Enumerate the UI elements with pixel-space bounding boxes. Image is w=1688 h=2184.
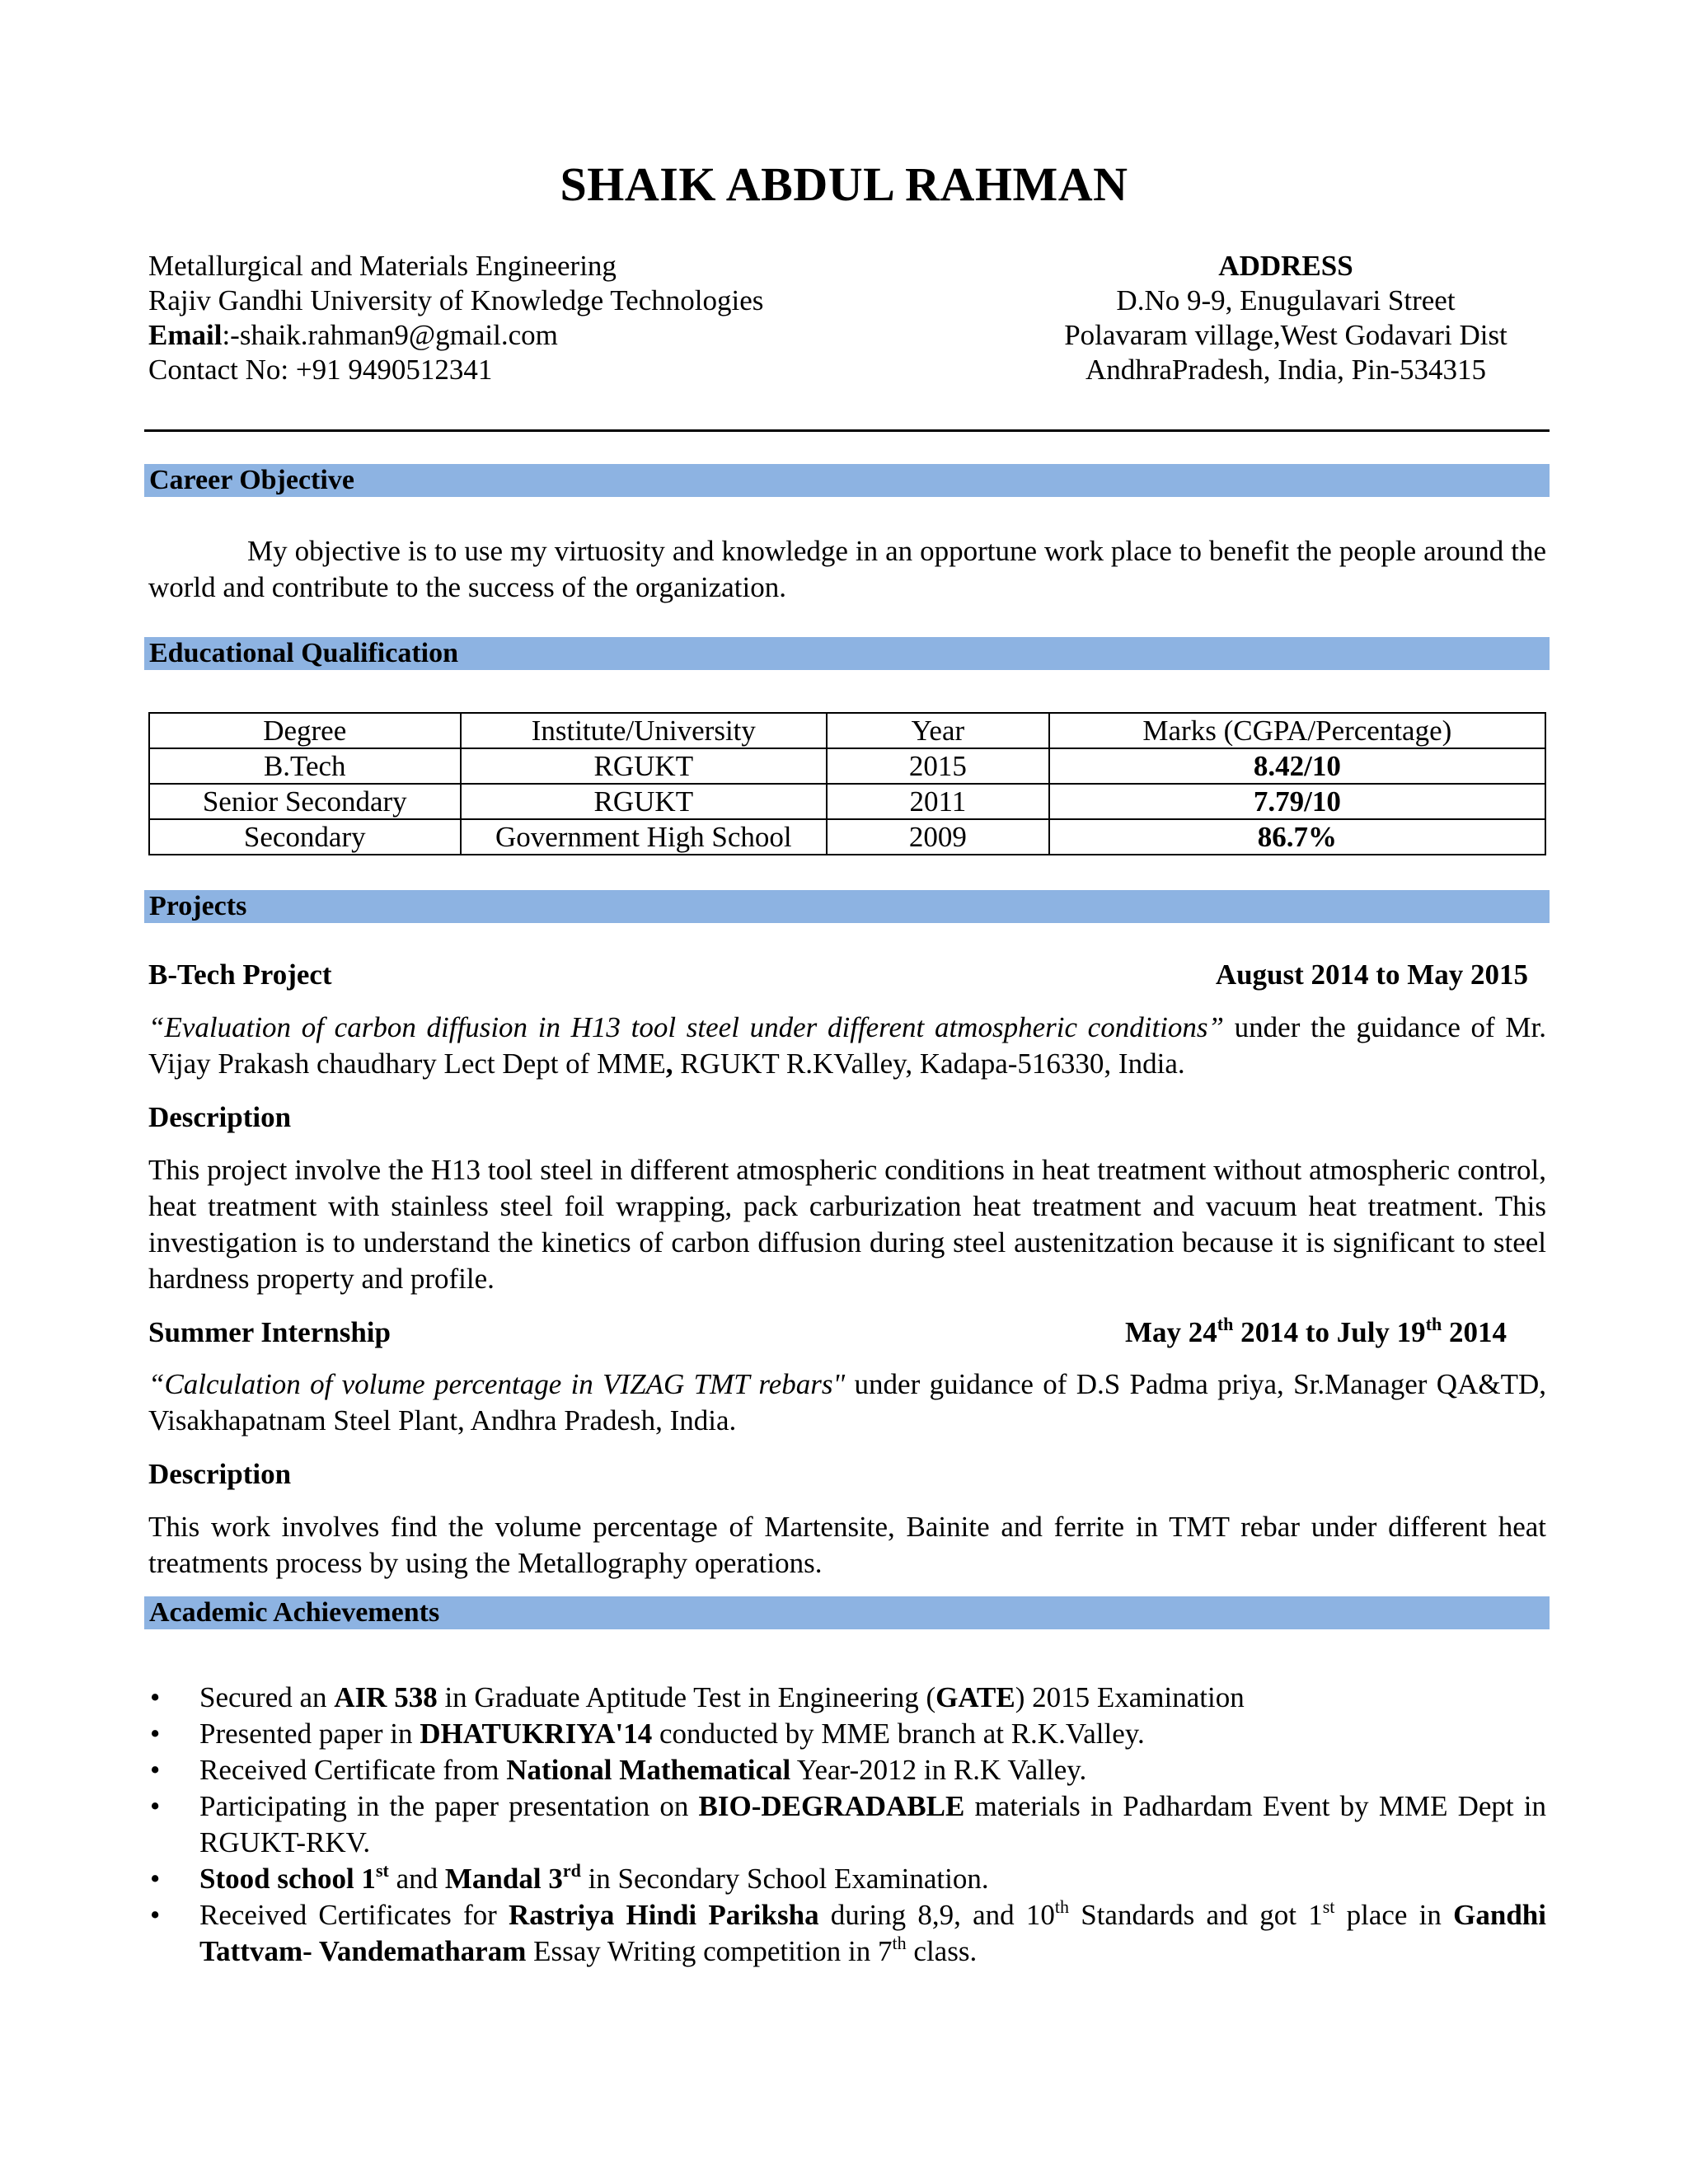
- career-objective-text: My objective is to use my virtuosity and knowledge in an opportune work place to benefit the people around the world and contribute to the success of the organization.: [148, 535, 1546, 603]
- list-item: • Received Certificate from National Mathematical Year-2012 in R.K Valley.: [150, 1754, 1087, 1786]
- column-header: Degree: [149, 713, 461, 748]
- btech-description-heading: Description: [148, 1101, 292, 1133]
- address-line-2: Polavaram village,West Godavari Dist: [1064, 319, 1507, 351]
- list-item: • Stood school 1st and Mandal 3rd in Secondary School Examination.: [150, 1860, 989, 1895]
- summer-description-text: This work involves find the volume percentage of Martensite, Bainite and ferrite in TMT rebar under different heat treatments process by using the Metallography operations.: [148, 1511, 1546, 1579]
- summer-internship-title: Summer Internship: [148, 1316, 391, 1348]
- address-block: [1022, 249, 1550, 387]
- address-line-3: AndhraPradesh, India, Pin-534315: [1085, 354, 1487, 386]
- section-header-achievements: Academic Achievements: [144, 1596, 1550, 1629]
- list-item: • Participating in the paper presentation on BIO-DEGRADABLE materials in Padhardam Event by MME Dept in RGUKT-RKV.: [150, 1790, 1547, 1858]
- email-label: Email: [148, 319, 223, 351]
- header-divider: [144, 429, 1550, 432]
- table-cell: 7.79/10: [1049, 784, 1545, 819]
- table-cell: Government High School: [461, 819, 828, 855]
- table-header-row: [149, 713, 1545, 748]
- btech-project-topic: “Evaluation of carbon diffusion in H13 tool steel under different atmospheric conditions” under the guidance of Mr. Vijay Prakash chaudhary Lect Dept of MME, RGUKT R.KValley, Kadapa-516330, India.: [148, 1011, 1546, 1080]
- list-item: • Secured an AIR 538 in Graduate Aptitude Test in Engineering (GATE) 2015 Examination: [150, 1681, 1245, 1713]
- summer-internship-heading: [148, 1315, 1546, 1351]
- table-cell: B.Tech: [149, 748, 461, 784]
- btech-project-date: August 2014 to May 2015: [1215, 958, 1528, 991]
- table-cell: 8.42/10: [1049, 748, 1545, 784]
- table-cell: Secondary: [149, 819, 461, 855]
- summer-internship-date: May 24th 2014 to July 19th 2014: [1124, 1314, 1507, 1348]
- table-row: [149, 819, 1545, 855]
- table-cell: 2011: [827, 784, 1049, 819]
- list-item: • Received Certificates for Rastriya Hindi Pariksha during 8,9, and 10th Standards and got 1st place in Gandhi Tattvam- Vandematharam Essay Writing competition in 7th class.: [150, 1896, 1546, 1967]
- table-cell: RGUKT: [461, 784, 828, 819]
- column-header: Marks (CGPA/Percentage): [1049, 713, 1545, 748]
- btech-description-text: This project involve the H13 tool steel in different atmospheric conditions in heat treatment without atmospheric control, heat treatment with stainless steel foil wrapping, pack carburization heat treatment and vacuum heat treatment. This investigation is to understand the kinetics of carbon diffusion during steel austenitzation because it is significant to steel hardness property and profile.: [148, 1154, 1546, 1295]
- summer-internship-topic: “Calculation of volume percentage in VIZAG TMT rebars" under guidance of D.S Padma priya, Sr.Manager QA&TD, Visakhapatnam Steel Plant, Andhra Pradesh, India.: [148, 1368, 1546, 1436]
- table-cell: 2015: [827, 748, 1049, 784]
- education-table: [148, 712, 1546, 855]
- university: Rajiv Gandhi University of Knowledge Technologies: [148, 284, 764, 316]
- section-header-education: Educational Qualification: [144, 637, 1550, 670]
- list-item: • Presented paper in DHATUKRIYA'14 conducted by MME branch at R.K.Valley.: [150, 1718, 1145, 1750]
- table-cell: 86.7%: [1049, 819, 1545, 855]
- btech-project-title: B-Tech Project: [148, 958, 332, 991]
- candidate-name: SHAIK ABDUL RAHMAN: [560, 157, 1128, 211]
- section-header-career-objective: Career Objective: [144, 464, 1550, 497]
- table-cell: RGUKT: [461, 748, 828, 784]
- contact-block: [148, 249, 763, 387]
- summer-description-heading: Description: [148, 1458, 292, 1490]
- btech-project-heading: [148, 957, 1546, 993]
- table-cell: 2009: [827, 819, 1049, 855]
- address-title: ADDRESS: [1218, 250, 1353, 282]
- contact-number: Contact No: +91 9490512341: [148, 354, 493, 386]
- address-line-1: D.No 9-9, Enugulavari Street: [1116, 284, 1456, 316]
- column-header: Year: [827, 713, 1049, 748]
- achievements-list: [148, 1680, 1546, 1970]
- email-line: [148, 318, 763, 353]
- table-row: [149, 748, 1545, 784]
- table-cell: Senior Secondary: [149, 784, 461, 819]
- column-header: Institute/University: [461, 713, 828, 748]
- email-value[interactable]: :-shaik.rahman9@gmail.com: [222, 319, 558, 351]
- department: Metallurgical and Materials Engineering: [148, 250, 617, 282]
- table-row: [149, 784, 1545, 819]
- section-header-projects: Projects: [144, 890, 1550, 923]
